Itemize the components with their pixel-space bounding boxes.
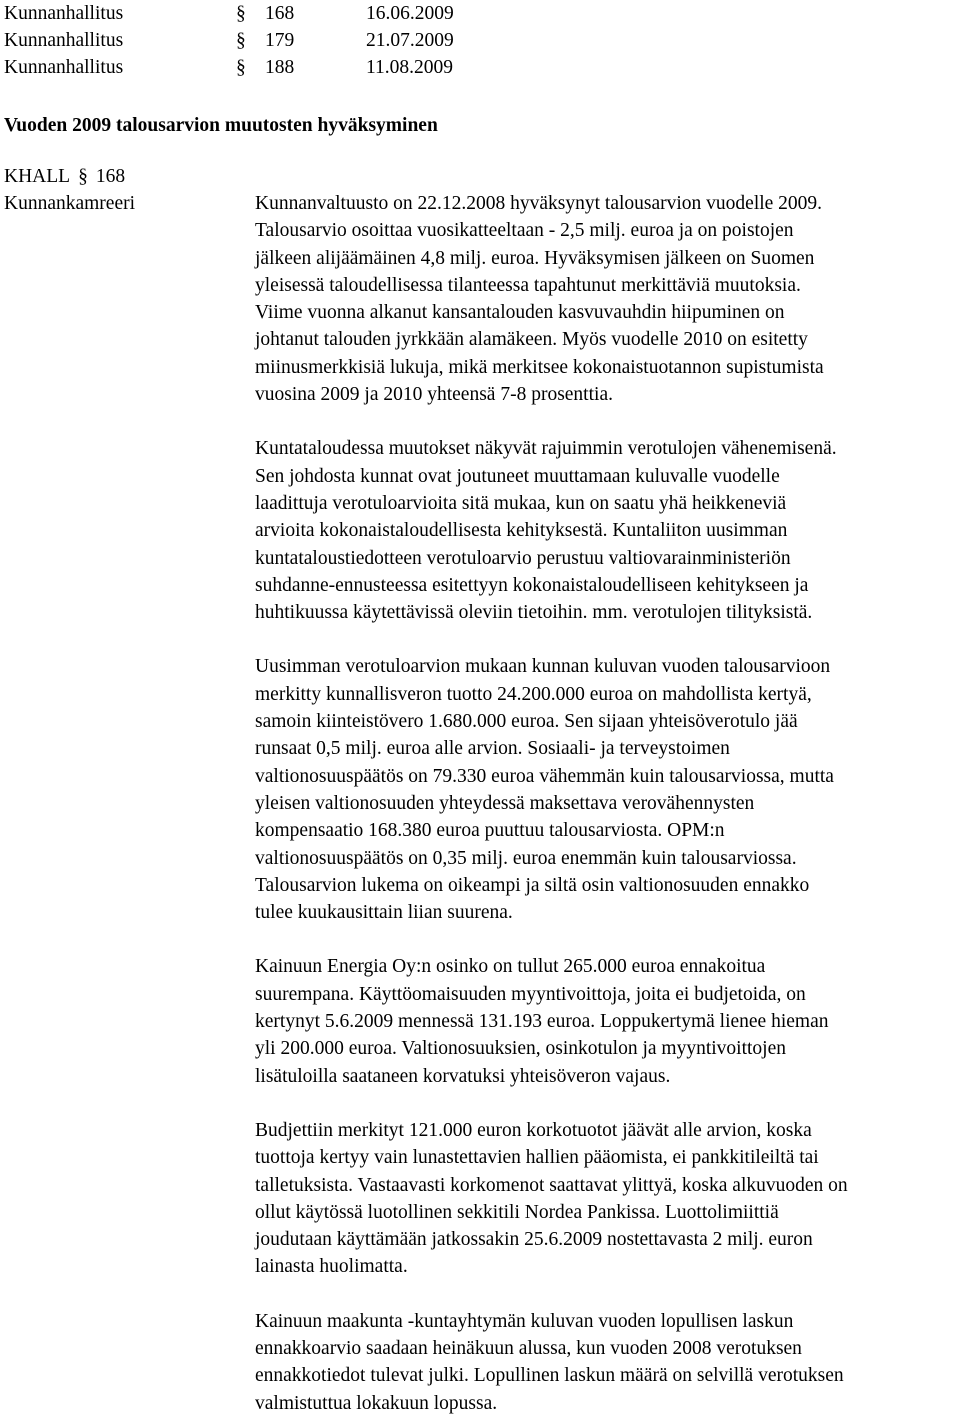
text-line: runsaat 0,5 milj. euroa alle arvion. Sosiaali- ja terveystoimen bbox=[255, 738, 730, 760]
text-line: lisätuloilla saataneen korvatuksi yhteisöveron vajaus. bbox=[255, 1065, 671, 1087]
text-line: miinusmerkkisiä lukuja, mikä merkitsee kokonaistuotannon supistumista bbox=[255, 356, 824, 378]
text-line: Kainuun Energia Oy:n osinko on tullut 265.000 euroa ennakoitua bbox=[255, 956, 766, 978]
section-sign: § bbox=[78, 166, 88, 187]
paragraph bbox=[255, 653, 960, 926]
text-line: lainasta huolimatta. bbox=[255, 1256, 408, 1278]
paragraph-gap bbox=[255, 1281, 960, 1308]
text-line: Kunnanvaltuusto on 22.12.2008 hyväksynyt talousarvion vuodelle 2009. bbox=[255, 193, 823, 214]
text-line: Budjettiin merkityt 121.000 euron korkotuotot jäävät alle arvion, koska bbox=[255, 1119, 812, 1141]
reference-date: 16.06.2009 bbox=[366, 3, 454, 24]
text-line: tuottoja kertyy vain lunastettavien hallien pääomista, ei pankkitileiltä tai bbox=[255, 1147, 819, 1169]
body-text bbox=[255, 190, 960, 1417]
document-title: Vuoden 2009 talousarvion muutosten hyväksyminen bbox=[4, 115, 438, 136]
case-number: 168 bbox=[95, 166, 126, 187]
text-line: talletuksista. Vastaavasti korkomenot saattavat ylittyä, koska alkuvuoden on bbox=[255, 1174, 848, 1196]
paragraph bbox=[255, 190, 960, 408]
text-line: ennakkotiedot tulevat julki. Lopullinen laskun määrä on selvillä verotuksen bbox=[255, 1365, 844, 1387]
paragraph bbox=[255, 1308, 960, 1417]
paragraph-gap bbox=[255, 626, 960, 653]
text-line: valmistuttua lokakuun lopussa. bbox=[255, 1392, 498, 1414]
reference-body: Kunnanhallitus bbox=[4, 57, 124, 78]
text-line: kompensaatio 168.380 euroa puuttuu talousarviosta. OPM:n bbox=[255, 820, 725, 842]
paragraph-gap bbox=[255, 408, 960, 435]
text-line: jälkeen alijäämäinen 4,8 milj. euroa. Hyväksymisen jälkeen on Suomen bbox=[255, 247, 815, 269]
paragraph bbox=[255, 1117, 960, 1281]
text-line: joudutaan käyttämään jatkossakin 25.6.2009 nostettavasta 2 milj. euron bbox=[255, 1229, 813, 1251]
paragraph-gap bbox=[255, 926, 960, 953]
text-line: kuntataloustiedotteen verotuloarvio perustuu valtiovarainministeriön bbox=[255, 547, 791, 569]
reference-date: 21.07.2009 bbox=[366, 30, 454, 51]
paragraph bbox=[255, 953, 960, 1089]
reference-number: 188 bbox=[265, 57, 295, 78]
paragraph-gap bbox=[255, 1090, 960, 1117]
text-line: laadittuja verotuloarvioita sitä mukaa, kun on saatu yhä heikkeneviä bbox=[255, 492, 787, 514]
text-line: Uusimman verotuloarvion mukaan kunnan kuluvan vuoden talousarvioon bbox=[255, 656, 831, 678]
text-line: samoin kiinteistövero 1.680.000 euroa. Sen sijaan yhteisöverotulo jää bbox=[255, 711, 798, 733]
text-line: kertynyt 5.6.2009 mennessä 131.193 euroa. Loppukertymä lienee hieman bbox=[255, 1011, 829, 1033]
reference-date: 11.08.2009 bbox=[366, 57, 454, 78]
text-line: valtionosuuspäätös on 79.330 euroa vähemmän kuin talousarviossa, mutta bbox=[255, 765, 834, 787]
text-line: Kainuun maakunta -kuntayhtymän kuluvan vuoden lopullisen laskun bbox=[255, 1310, 794, 1332]
section-sign: § bbox=[236, 30, 246, 51]
text-line: valtionosuuspäätös on 0,35 milj. euroa enemmän kuin talousarviossa. bbox=[255, 847, 797, 869]
text-line: arvioita kokonaistaloudellisesta kehityksestä. Kuntaliiton uusimman bbox=[255, 520, 788, 542]
text-line: ollut käytössä luotollinen sekkitili Nordea Pankissa. Luottolimiittiä bbox=[255, 1201, 779, 1223]
text-line: Viime vuonna alkanut kansantalouden kasvuvauhdin hiipuminen on bbox=[255, 302, 785, 324]
text-line: yleisessä taloudellisessa tilanteessa tapahtunut merkittäviä muutoksia. bbox=[255, 274, 801, 296]
text-line: vuosina 2009 ja 2010 yhteensä 7-8 prosenttia. bbox=[255, 384, 613, 406]
presenter: Kunnankamreeri bbox=[4, 193, 136, 214]
paragraph bbox=[255, 435, 960, 626]
text-line: suurempana. Käyttöomaisuuden myyntivoittoja, joita ei budjetoida, on bbox=[255, 983, 806, 1005]
text-line: johtanut talouden jyrkkään alamäkeen. Myös vuodelle 2010 on esitetty bbox=[255, 329, 808, 351]
text-line: suhdanne-ennusteessa esitettyyn kokonaistaloudelliseen kehitykseen ja bbox=[255, 574, 809, 596]
reference-body: Kunnanhallitus bbox=[4, 3, 124, 24]
text-line: ennakkoarvio saadaan heinäkuun alussa, kun vuoden 2008 verotuksen bbox=[255, 1337, 802, 1359]
text-line: Talousarvio osoittaa vuosikatteeltaan - 2,5 milj. euroa ja on poistojen bbox=[255, 220, 794, 242]
text-line: huhtikuussa käytettävissä oleviin tietoihin. mm. verotulojen tilityksistä. bbox=[255, 602, 813, 624]
reference-number: 179 bbox=[265, 30, 295, 51]
case-label: KHALL bbox=[4, 166, 71, 187]
text-line: merkitty kunnallisveron tuotto 24.200.000 euroa on mahdollista kertyä, bbox=[255, 683, 812, 705]
text-line: yli 200.000 euroa. Valtionosuuksien, osinkotulon ja myyntivoittojen bbox=[255, 1038, 786, 1060]
case-reference bbox=[4, 163, 125, 190]
section-sign: § bbox=[236, 57, 246, 78]
text-line: tulee kuukausittain liian suurena. bbox=[255, 902, 513, 924]
section-sign: § bbox=[236, 3, 246, 24]
text-line: Sen johdosta kunnat ovat joutuneet muuttamaan kuluvalle vuodelle bbox=[255, 465, 780, 487]
text-line: Kuntataloudessa muutokset näkyvät rajuimmin verotulojen vähenemisenä. bbox=[255, 438, 837, 460]
text-line: yleisen valtionosuuden yhteydessä maksettava verovähennysten bbox=[255, 792, 755, 814]
reference-body: Kunnanhallitus bbox=[4, 30, 124, 51]
reference-number: 168 bbox=[265, 3, 295, 24]
text-line: Talousarvion lukema on oikeampi ja siltä osin valtionosuuden ennakko bbox=[255, 874, 810, 896]
